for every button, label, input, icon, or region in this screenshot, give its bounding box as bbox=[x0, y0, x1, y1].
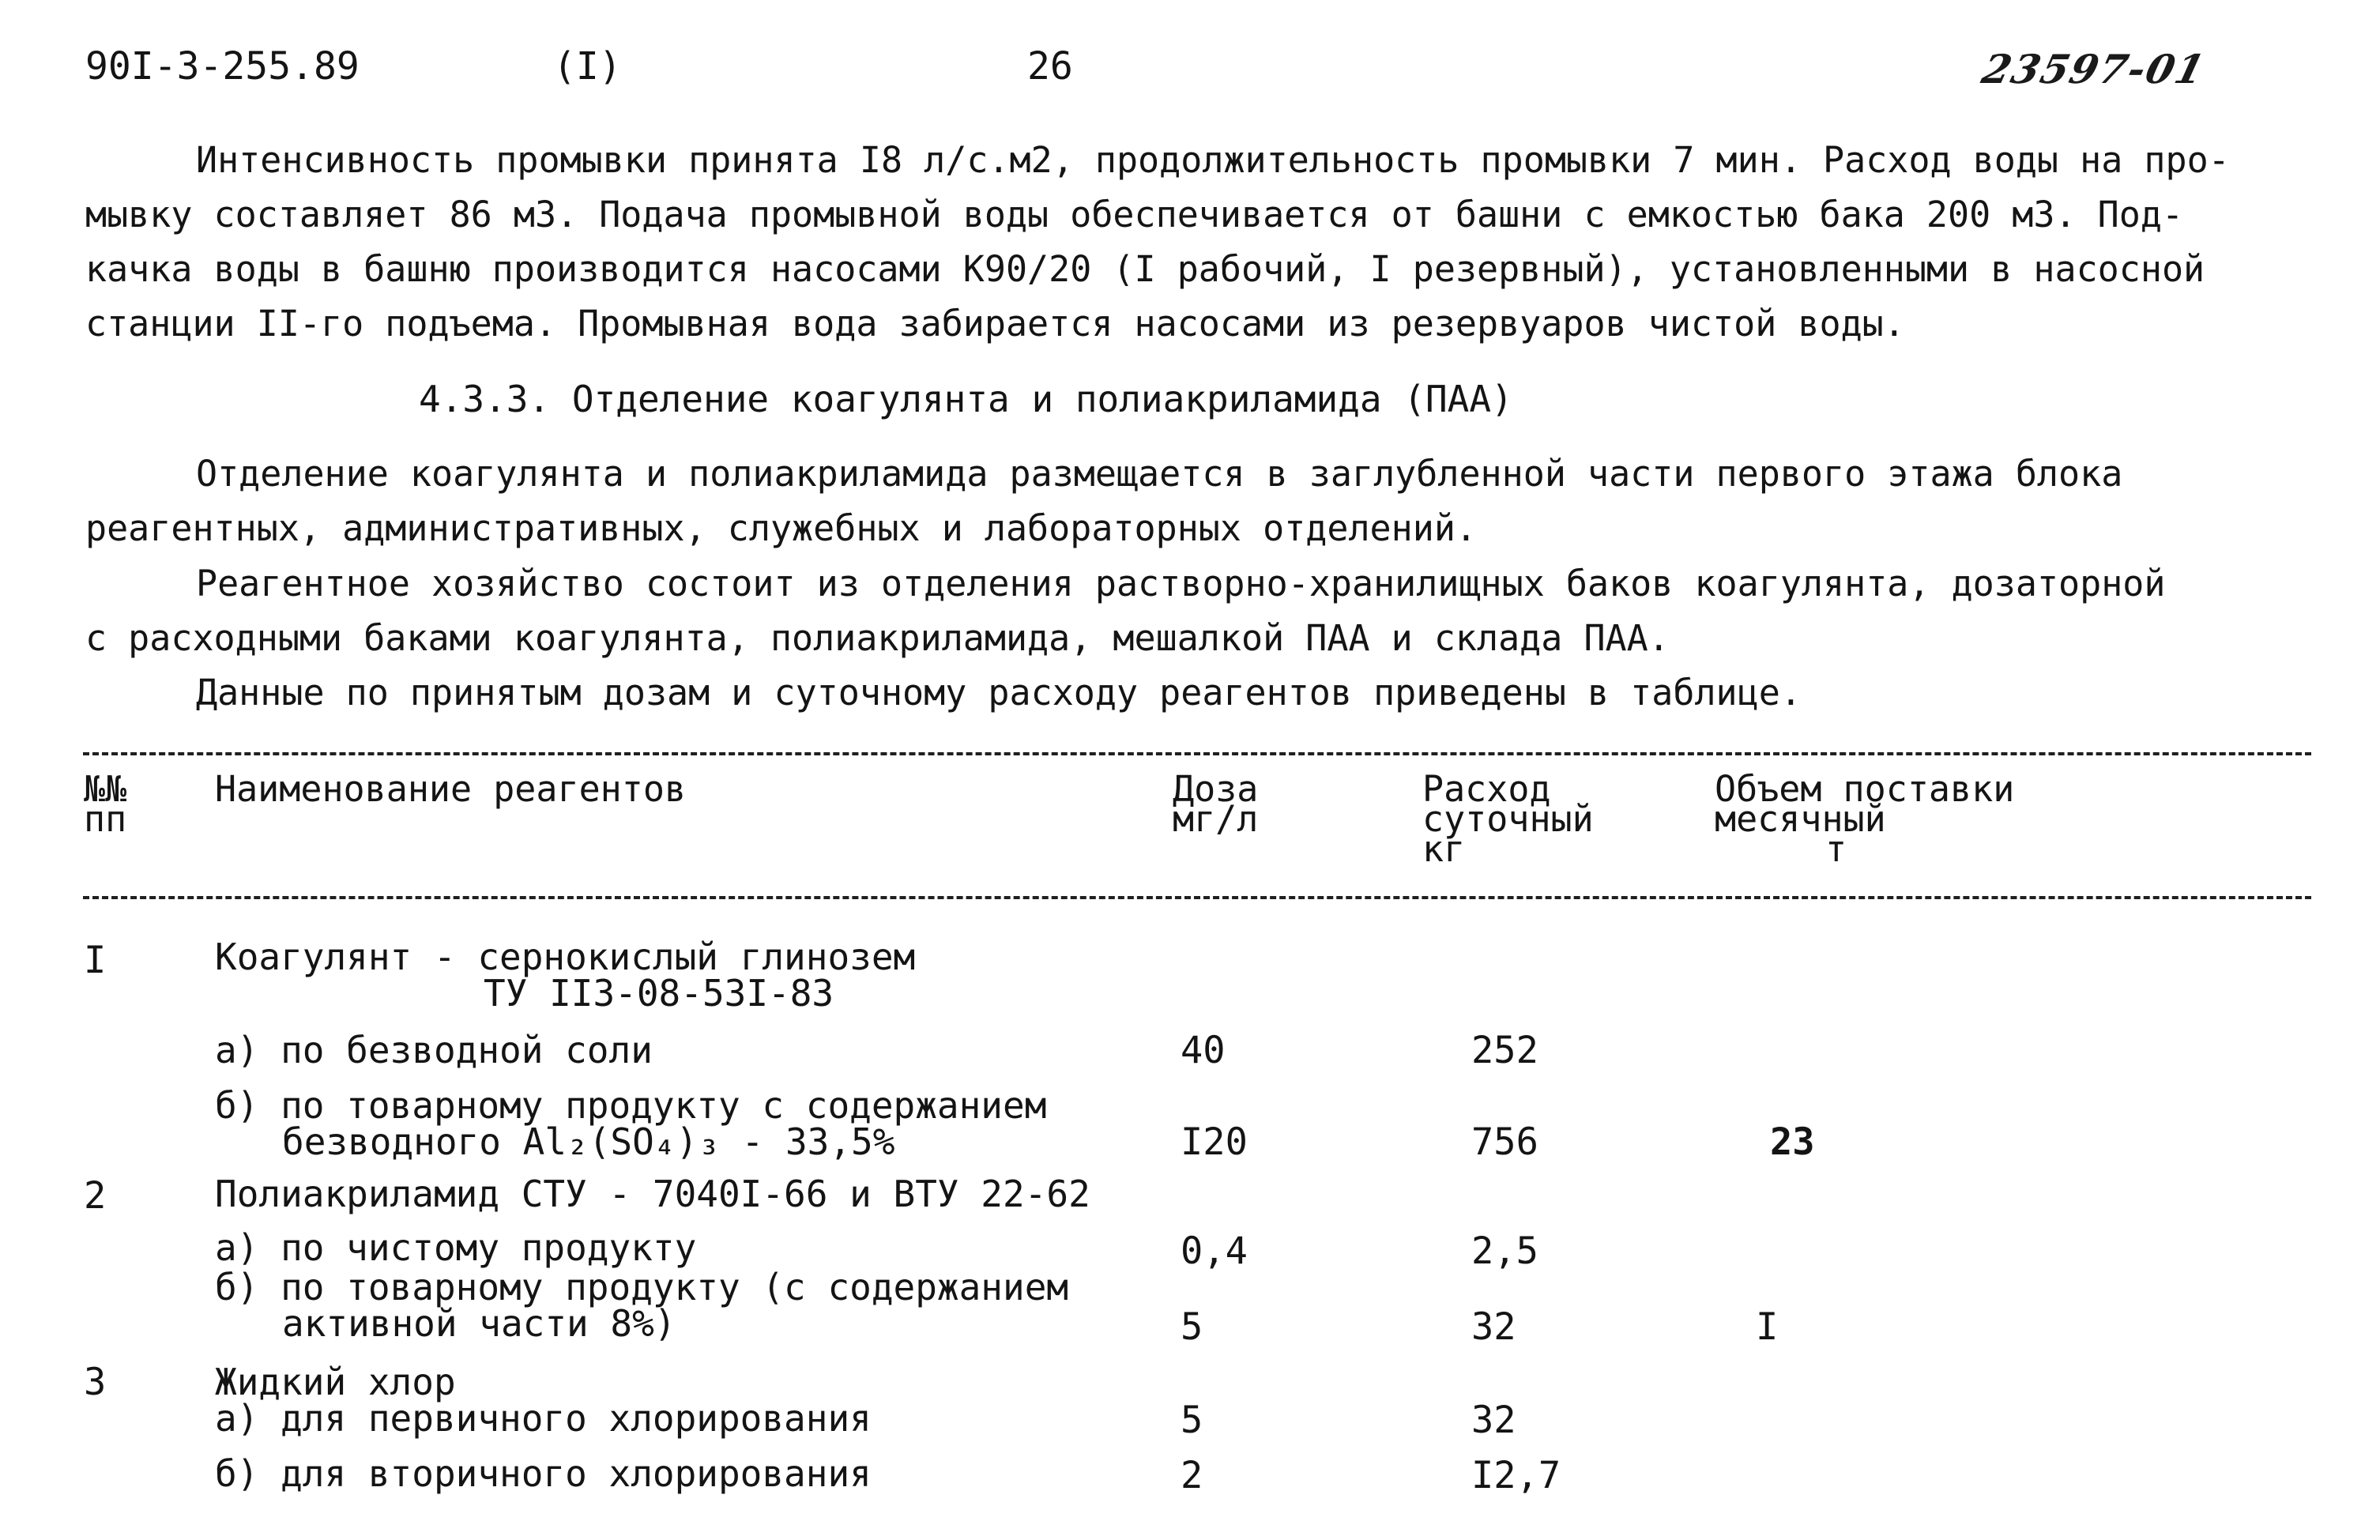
reagent-name bbox=[215, 1084, 1047, 1163]
section-number: (I) bbox=[553, 44, 622, 88]
paragraph-table-intro bbox=[196, 665, 1802, 720]
reagent-name bbox=[215, 1361, 872, 1440]
text-line: Отделение коагулянта и полиакриламида размещается в заглубленной части первого этажа блока bbox=[196, 453, 2123, 495]
header-text: Расход bbox=[1422, 768, 1551, 810]
header-dose bbox=[1173, 768, 1259, 840]
dose-value: 5 bbox=[1181, 1305, 1203, 1349]
daily-value: I2,7 bbox=[1471, 1454, 1561, 1497]
daily-value: 32 bbox=[1471, 1305, 1516, 1349]
document-code: 90I-3-255.89 bbox=[85, 44, 360, 88]
cell-text: Жидкий хлор bbox=[215, 1361, 456, 1403]
cell-text: активной части 8%) bbox=[282, 1302, 676, 1345]
daily-value: 252 bbox=[1471, 1029, 1538, 1072]
header-text: №№ bbox=[84, 768, 127, 810]
section-heading: 4.3.3. Отделение коагулянта и полиакриламида (ПАА) bbox=[419, 378, 1513, 420]
paragraph-location bbox=[85, 446, 2122, 555]
header-monthly-supply bbox=[1715, 768, 2015, 870]
text-line: станции II-го подъема. Промывная вода забирается насосами из резервуаров чистой воды. bbox=[85, 303, 1905, 345]
text-line: Интенсивность промывки принята I8 л/с.м2, продолжительность промывки 7 мин. Расход воды на про- bbox=[196, 139, 2230, 181]
daily-value: 32 bbox=[1471, 1399, 1516, 1442]
text-line: реагентных, административных, служебных и лабораторных отделений. bbox=[85, 507, 1477, 549]
paragraph-washing bbox=[85, 133, 2230, 351]
dose-value: 5 bbox=[1181, 1399, 1203, 1442]
header-daily-consumption bbox=[1422, 768, 1594, 870]
text-line: Данные по принятым дозам и суточному расходу реагентов приведены в таблице. bbox=[196, 672, 1802, 714]
header-text: т bbox=[1825, 828, 1847, 870]
dose-value: I20 bbox=[1181, 1120, 1248, 1164]
header-text: пп bbox=[84, 798, 127, 840]
cell-text: Коагулянт - сернокислый глинозем bbox=[215, 936, 916, 978]
header-text: мг/л bbox=[1173, 798, 1259, 840]
cell-text: ТУ II3-08-53I-83 bbox=[484, 972, 834, 1015]
page-number: 26 bbox=[1027, 44, 1073, 88]
reagent-name: Полиакриламид СТУ - 7040I-66 и ВТУ 22-62 bbox=[215, 1173, 1090, 1215]
cell-text: б) по товарному продукту с содержанием bbox=[215, 1084, 1047, 1127]
daily-value: 2,5 bbox=[1471, 1229, 1538, 1273]
row-number: 2 bbox=[84, 1174, 107, 1218]
header-text: Доза bbox=[1173, 768, 1259, 810]
reagent-name: б) для вторичного хлорирования bbox=[215, 1452, 872, 1495]
cell-text: а) для первичного хлорирования bbox=[215, 1397, 872, 1440]
header-text: кг bbox=[1422, 828, 1466, 870]
header-text: Объем поставки bbox=[1715, 768, 2015, 810]
text-line: качка воды в башню производится насосами К90/20 (I рабочий, I резервный), установленными в насосной bbox=[85, 248, 2205, 290]
text-line: мывку составляет 86 м3. Подача промывной воды обеспечивается от башни с емкостью бака 200 м3. Под- bbox=[85, 194, 2184, 235]
table-header-rule bbox=[83, 896, 2311, 899]
dose-value: 0,4 bbox=[1181, 1229, 1248, 1273]
dose-value: 2 bbox=[1181, 1454, 1203, 1497]
table-top-rule bbox=[83, 752, 2311, 755]
row-number: 3 bbox=[84, 1361, 107, 1404]
reagent-name bbox=[215, 936, 916, 1015]
text-line: Реагентное хозяйство состоит из отделения растворно-хранилищных баков коагулянта, дозаторной bbox=[196, 563, 2166, 604]
daily-value: 756 bbox=[1471, 1120, 1538, 1164]
paragraph-facilities bbox=[85, 556, 2166, 665]
reagent-name bbox=[215, 1266, 1069, 1345]
header-reagent-name: Наименование реагентов bbox=[215, 768, 687, 810]
header-text: суточный bbox=[1422, 798, 1594, 840]
cell-text: безводного Al₂(SO₄)₃ - 33,5% bbox=[282, 1120, 895, 1163]
cell-text: б) по товарному продукту (с содержанием bbox=[215, 1266, 1069, 1308]
header-row-number bbox=[84, 768, 127, 840]
dose-value: 40 bbox=[1181, 1029, 1226, 1072]
monthly-value: I bbox=[1756, 1305, 1779, 1349]
reagent-name: а) по безводной соли bbox=[215, 1029, 653, 1071]
reagent-name: а) по чистому продукту bbox=[215, 1226, 697, 1269]
row-number: I bbox=[84, 939, 107, 982]
header-text: месячный bbox=[1715, 798, 1886, 840]
text-line: с расходными баками коагулянта, полиакриламида, мешалкой ПАА и склада ПАА. bbox=[85, 617, 1670, 659]
monthly-value: 23 bbox=[1770, 1120, 1815, 1164]
inventory-stamp: 23597-01 bbox=[1977, 46, 2211, 92]
